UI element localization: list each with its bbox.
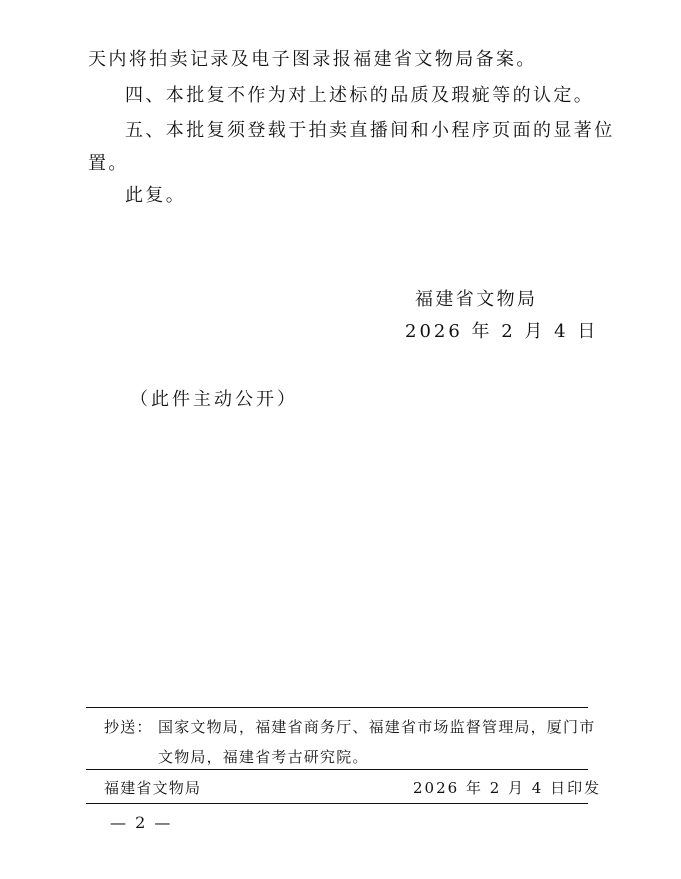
body-paragraph-3-line-1: 五、本批复须登载于拍卖直播间和小程序页面的显著位 xyxy=(125,120,615,141)
signature-date: 2026 年 2 月 4 日 xyxy=(405,321,599,342)
page-number: — 2 — xyxy=(110,813,173,832)
issuer-organization: 福建省文物局 xyxy=(104,779,202,797)
body-paragraph-4: 此复。 xyxy=(125,185,187,206)
body-paragraph-3-line-2: 置。 xyxy=(88,153,129,174)
signature-organization: 福建省文物局 xyxy=(415,289,538,310)
footer-middle-rule xyxy=(86,769,588,770)
cc-label: 抄送： xyxy=(104,718,153,736)
body-paragraph-2: 四、本批复不作为对上述标的品质及瑕疵等的认定。 xyxy=(125,85,595,106)
cc-recipients-line-2: 文物局，福建省考古研究院。 xyxy=(158,748,369,766)
footer-bottom-rule xyxy=(86,803,588,804)
footer-top-rule xyxy=(86,707,588,708)
body-paragraph-1: 天内将拍卖记录及电子图录报福建省文物局备案。 xyxy=(88,49,537,70)
issue-date: 2026 年 2 月 4 日印发 xyxy=(413,779,602,797)
cc-recipients-line-1: 国家文物局，福建省商务厅、福建省市场监督管理局，厦门市 xyxy=(158,718,596,736)
publicity-note: （此件主动公开） xyxy=(130,389,298,410)
